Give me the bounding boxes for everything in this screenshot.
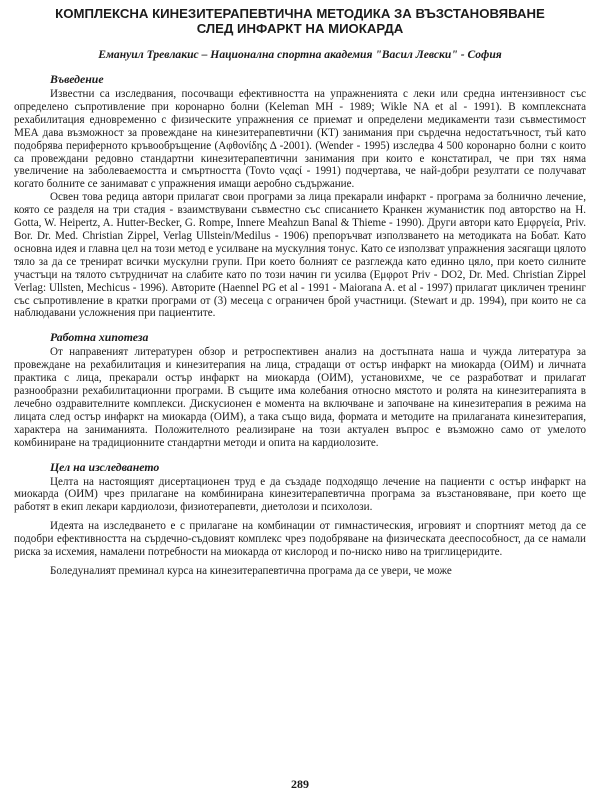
document-title	[14, 6, 586, 36]
section-heading-goal: Цел на изследването	[50, 459, 160, 474]
introduction-paragraph-2: Освен това редица автори прилагат свои програми за лица прекарали инфаркт - програма за болнично лечение, която се разделя на три стадия - взаимствувани съвместно със списанието Кранкен жуманистик под авторство на H. Gotta, W. Heipertz, A. Hutter-Becker, G. Rompe, Innere Meahzun Banal & Thieme - 1990). Други автори като Εμφργεία, Priv. Bor. Dr. Med. Christian Zippel, Verlag Ullstein/Medilus - 1906) препоръчват използването на методиката на Бобат. Като основна идея и главна цел на този метод е усилване на мускулния тонус. Като се използват упражнения засягащи цялото тяло за да се тренират всички мускулни групи. При което болният се разглежда като единно цяло, при което силните участъци на тялото сътрудничат на слабите като по този начин ги усилва (Εμφροτ Priv - DO2, Dr. Med. Christian Zippel Verlag: Ullsten, Mechicus - 1996). Авторите (Haennel PG et al - 1991 - Maiorana A. et al - 1997) прилагат цикличен тренинг със съпротивление в кратки програми от (3) месеца с ограничен брой участници. (Stewart и др. 1994), при които не са наблюдавани усложнения при пациентите.	[14, 191, 586, 320]
page-number: 289	[291, 777, 309, 791]
author-affiliation: Емануил Тревлакис – Национална спортна академия "Васил Левски" - София	[98, 48, 502, 61]
goal-paragraph-2: Идеята на изследването е с прилагане на комбинации от гимнастическия, игровият и спортният метод да се подобри ефективността на сърдечно-съдовият комплекс чрез подобряване на физическата дееспособност, да се намали риска за исхемия, намалени потребности на миокарда от кислород и по-ниско ниво на триглицеридите.	[14, 520, 586, 559]
goal-paragraph-3: Боледуналият преминал курса на кинезитерапевтична програма да се увери, че може	[50, 565, 452, 577]
section-heading-introduction: Въведение	[50, 72, 104, 86]
title-line-2: СЛЕД ИНФАРКТ НА МИОКАРДА	[196, 21, 404, 36]
section-heading-hypothesis: Работна хипотеза	[50, 330, 149, 345]
hypothesis-paragraph-1: От направеният литературен обзор и ретроспективен анализ на достъпната наша и чужда литература за провеждане на рехабилитация и кинезитерапия на лица, страдащи от остър инфаркт на миокарда (ОИМ) и личната практика с лица, прекарали остър инфаркт на миокарда (ОИМ), установихме, че се разработват и прилагат разнообразни рехабилитационни програми. В същите има колебания относно мястото и ролята на кинезитерапията в лечебно оздравителните комплекси. Дискусионен е момента на включване и започване на кинезитерапия в режима на лицата след остър инфаркт на миокарда (ОИМ), а така също вида, формата и методите на прилаганата кинезитерапия, характера на заниманията. Положителното реализиране на този актуален въпрос е възможно само от умелото комбиниране на традиционните стандартни методи и опита на кардиолозите.	[14, 346, 586, 449]
title-line-1: КОМПЛЕКСНА КИНЕЗИТЕРАПЕВТИЧНА МЕТОДИКА ЗА ВЪЗСТАНОВЯВАНЕ	[55, 6, 545, 21]
introduction-paragraph-1: Известни са изследвания, посочващи ефективността на упражненията с леки или средна интензивност със определено съпротивление при коронарно болни (Keleman MH - 1989; Wikle NA et al - 1991). В комплексната рехабилитация едновременно с физическите упражнения се приемат и определени медикаменти тази съвместимост МЕА дава възможност за провеждане на кинезитерапевтични (КТ) занимания при сърдечна недостатъчност, тъй като подобрява периферното кръвообръщение (Αφθονίδης Δ -2001). (Wender - 1995) изследва 4 500 коронарно болни с които са провеждани редовно стандартни кинезитерапевтични занимания при които е констатирал, че при тях няма увеличение на заболеваемостта и смъртността (Tovto νςαςί - 1991) подчертава, че най-добри резултати се получават когато болните се занимават с упражнения имащи аеробно съдържание.	[14, 88, 586, 191]
goal-paragraph-1: Целта на настоящият дисертационен труд е да създаде подходящо лечение на пациенти с остър инфаркт на миокарда (ОИМ) чрез прилагане на комбинирана кинезитерапевтична програма за възстановяване, при което ще работят в екип лекари кардиолози, физиотерапевти, диетолози и психолози.	[14, 475, 586, 514]
